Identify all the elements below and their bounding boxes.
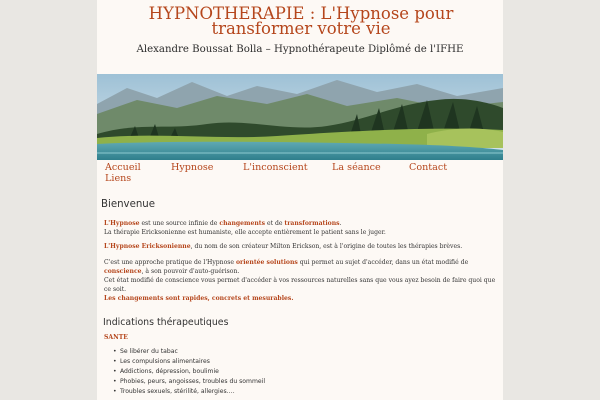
nav-link-hypnose[interactable]: Hypnose [171,162,214,173]
approach-line-2: Cet état modifié de conscience vous permet d'accéder à vos ressources naturelles sans que vous ayez besoin de faire quoi que ce soit. [104,277,496,293]
indications-heading: Indications thérapeutiques [103,317,229,328]
list-item: • Les compulsions alimentaires [104,357,265,367]
nav-link-accueil[interactable]: Accueil [105,162,141,173]
link-transformations[interactable]: transformations [284,220,340,227]
approach-line-3: Les changements sont rapides, concrets et mesurables. [104,295,294,302]
approach-paragraph: C'est une approche pratique de l'Hypnose orientée solutions qui permet au sujet d'accéder, dans un état modifié de conscience, à son pouvoir d'auto-guérison. Cet état modifié de conscience vous permet d'accéder à vos ressources naturelles sans que vous ayez besoin de faire quoi que ce soit. Les changements sont rapides, concrets et mesurables. [104,259,496,302]
intro-line-2: La thérapie Ericksonienne est humaniste, elle accepte entièrement le patient sans le juger. [104,229,386,236]
link-changements[interactable]: changements [219,220,266,227]
nav-link-la-seance[interactable]: La séance [332,162,381,173]
list-item: • Se libérer du tabac [104,347,265,357]
nav-link-inconscient[interactable]: L'inconscient [243,162,308,173]
welcome-heading: Bienvenue [101,199,156,210]
page-container [97,0,503,400]
erickson-paragraph: L'Hypnose Ericksonienne, du nom de son créateur Milton Erickson, est à l'origine de toutes les thérapies brèves. [104,243,463,250]
banner-image [97,74,503,160]
list-item: • Phobies, peurs, angoisses, troubles du sommeil [104,377,265,387]
site-tagline: Alexandre Boussat Bolla – Hypnothérapeute Diplômé de l'IFHE [136,44,464,55]
sante-label: SANTE [104,334,128,341]
intro-paragraph: L'Hypnose est une source infinie de changements et de transformations. La thérapie Ericksonienne est humaniste, elle accepte entièrement le patient sans le juger. [104,219,496,237]
link-conscience[interactable]: conscience [104,268,142,275]
link-hypnose[interactable]: L'Hypnose [104,220,140,227]
nav-link-liens[interactable]: Liens [105,173,132,184]
link-orientee-solutions[interactable]: orientée solutions [235,259,298,266]
list-item: • Addictions, dépression, boulimie [104,367,265,377]
nav-link-contact[interactable]: Contact [409,162,448,173]
sante-list [104,347,265,397]
main-navigation [105,162,500,184]
link-hypnose-ericksonienne[interactable]: Hypnose Ericksonienne [110,243,191,250]
list-item: • Troubles sexuels, stérilité, allergies…. [104,387,265,397]
site-title[interactable]: HYPNOTHERAPIE : L'Hypnose pour transformer votre vie [148,4,454,38]
